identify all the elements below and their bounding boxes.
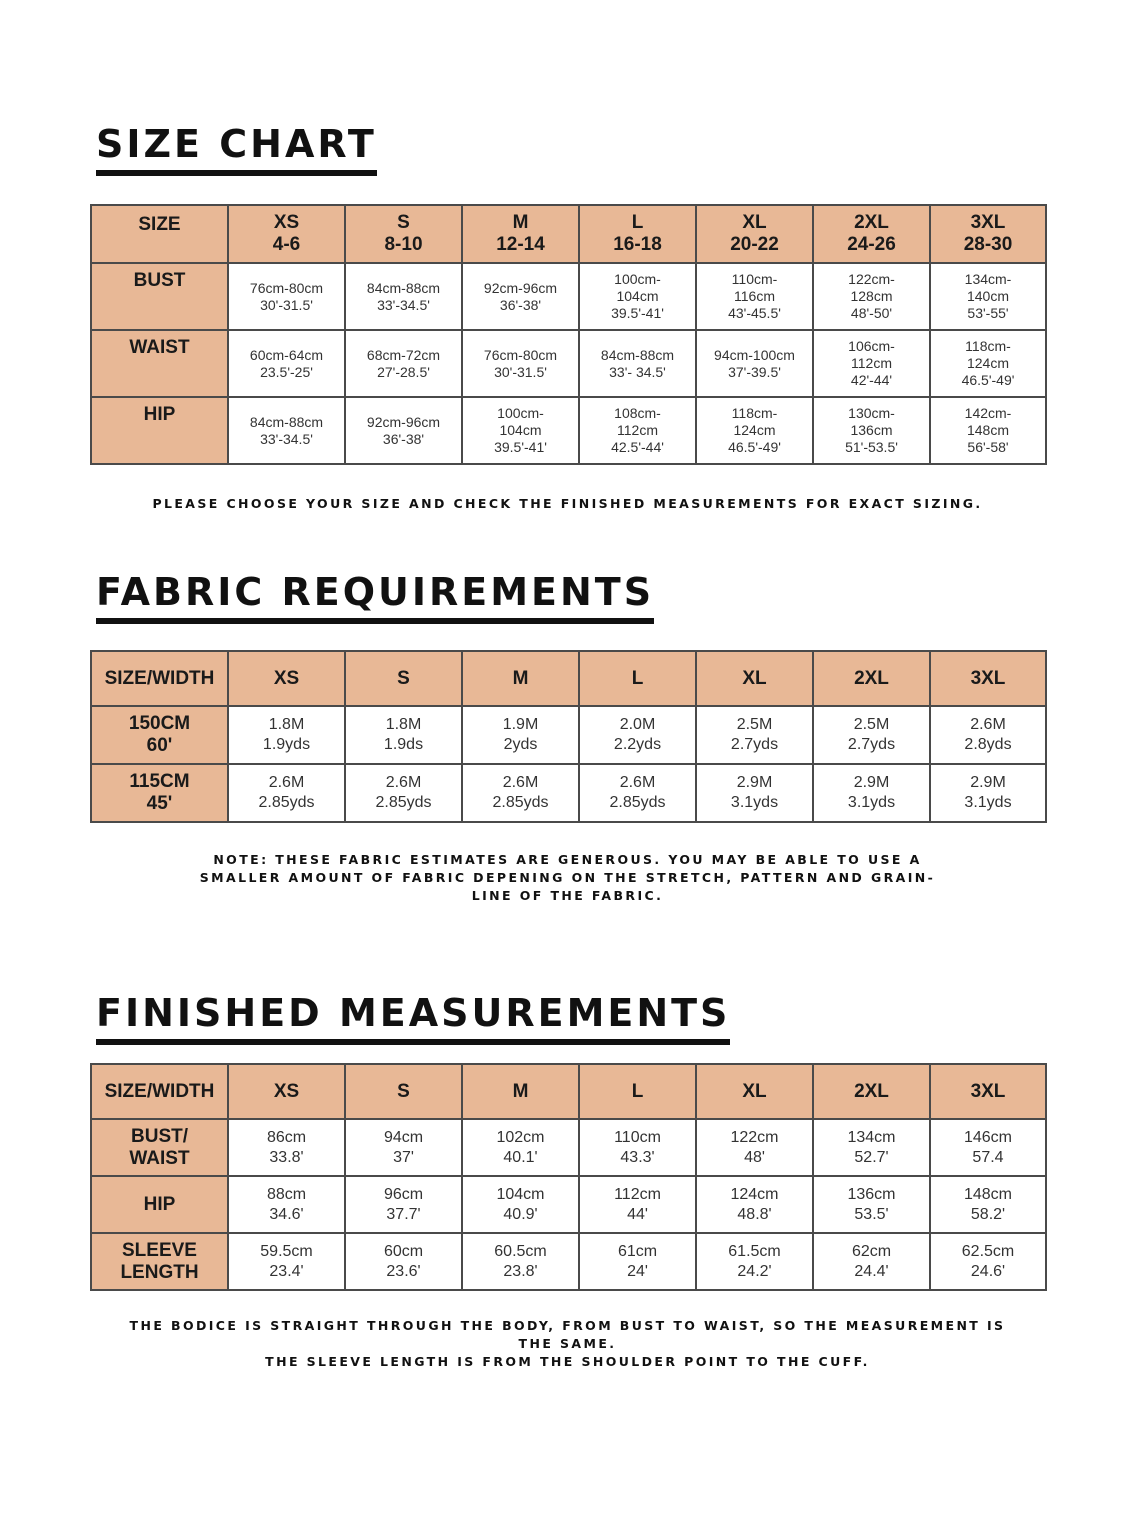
cell-line: 59.5cm [260,1242,313,1260]
cell-line: 2yds [503,736,538,753]
cell-line: 136cm [850,422,893,438]
cell-line: 58.2' [970,1205,1006,1223]
size-chart-table [90,204,1047,465]
size-range: 16-18 [613,234,662,255]
column-header: SIZE/WIDTH [91,1064,228,1119]
cell-line: 56'-58' [967,439,1009,455]
column-header [462,205,579,263]
row-label: BUST/ [131,1125,188,1147]
cell-line: 1.9yds [262,736,311,753]
cell-line: 44' [627,1205,648,1223]
row-label: WAIST [129,337,190,358]
cell-line: 2.7yds [847,736,896,753]
cell-line: 2.6M [970,716,1006,733]
column-header: XS [228,1064,345,1119]
cell-line: 2.0M [619,716,656,733]
column-header: L [579,651,696,706]
table-cell [462,764,579,822]
table-cell [813,706,930,764]
table-cell [696,1119,813,1176]
table-cell [345,1119,462,1176]
size-range: 8-10 [384,234,423,255]
cell-line: 104cm [496,1185,545,1203]
cell-line: 96cm [383,1185,424,1203]
size-name: SIZE [138,214,181,235]
cell-line: 112cm [617,422,658,438]
size-chart-note [90,495,1045,513]
table-cell [696,764,813,822]
table-cell [696,1233,813,1290]
cell-line: 86cm [266,1128,307,1146]
cell-line: 142cm- [964,405,1012,421]
cell-line: 51'-53.5' [845,439,898,455]
cell-line: 60.5cm [494,1242,547,1260]
table-cell [813,397,930,464]
size-name: XS [273,212,300,233]
cell-line: 2.5M [853,716,890,733]
table-cell [696,263,813,330]
cell-line: 122cm [730,1128,779,1146]
cell-line: 124cm [966,355,1010,371]
cell-line: 24.2' [737,1262,772,1280]
cell-line: 84cm-88cm [600,346,675,363]
table-cell [228,330,345,397]
cell-line: 76cm-80cm [249,279,324,296]
table-cell [345,706,462,764]
cell-line: 2.9M [736,774,773,791]
table-cell [579,263,696,330]
cell-line: 92cm-96cm [366,413,441,430]
cell-line: 46.5'-49' [728,439,781,455]
cell-line: 60cm-64cm [249,346,324,363]
cell-line: 40.9' [503,1205,538,1223]
table-cell [228,397,345,464]
cell-line: 110cm- [731,271,778,287]
table-row [91,1119,1046,1176]
cell-line: 2.5M [736,716,773,733]
table-cell [462,706,579,764]
row-header [91,1233,228,1290]
cell-line: 3.1yds [847,794,896,811]
cell-line: 94cm-100cm [714,346,795,363]
table-row [91,263,1046,330]
column-header [696,205,813,263]
table-cell [462,1176,579,1233]
cell-line: 118cm- [965,338,1011,354]
cell-line: 23.4' [269,1262,304,1280]
note-line: THE SLEEVE LENGTH IS FROM THE SHOULDER POINT TO THE CUFF. [265,1354,870,1369]
cell-line: 104cm [616,288,659,304]
cell-line: 52.7' [854,1148,889,1166]
cell-line: 134cm [847,1128,896,1146]
column-header: M [462,1064,579,1119]
finished-measurements-note [90,1317,1045,1371]
cell-line: 24.6' [970,1262,1006,1280]
table-cell [930,1176,1046,1233]
size-name: 2XL [854,212,889,233]
fabric-requirements-table [90,650,1047,823]
table-row [91,706,1046,764]
table-cell [228,1119,345,1176]
cell-line: 53.5' [854,1205,889,1223]
table-cell [930,1119,1046,1176]
size-range: 24-26 [847,234,896,255]
note-line: NOTE: THESE FABRIC ESTIMATES ARE GENEROUS. YOU MAY BE ABLE TO USE A [213,852,922,867]
size-name: S [397,212,410,233]
table-cell [930,330,1046,397]
table-cell [345,397,462,464]
cell-line: 104cm [499,422,542,438]
cell-line: 30'-31.5' [260,296,313,313]
table-row [91,1176,1046,1233]
cell-line: 1.9M [502,716,539,733]
row-label: HIP [143,404,176,425]
header-row [91,205,1046,263]
row-label: HIP [143,1193,176,1215]
table-cell [579,397,696,464]
table-row [91,397,1046,464]
cell-line: 130cm- [848,405,895,421]
table-cell [228,1176,345,1233]
table-cell [579,330,696,397]
cell-line: 33'-34.5' [377,296,430,313]
table-row [91,1233,1046,1290]
cell-line: 60cm [383,1242,424,1260]
cell-line: 2.2yds [613,736,662,753]
cell-line: 48' [744,1148,765,1166]
cell-line: 124cm [730,1185,779,1203]
cell-line: 76cm-80cm [483,346,558,363]
table-cell [462,263,579,330]
cell-line: 61.5cm [728,1242,781,1260]
row-label: 150CM [128,713,191,734]
cell-line: 2.9M [970,774,1006,791]
cell-line: 43'-45.5' [728,305,781,321]
column-header: 3XL [930,1064,1046,1119]
column-header: XL [696,651,813,706]
cell-line: 2.85yds [258,794,315,811]
column-header: L [579,1064,696,1119]
cell-line: 2.6M [619,774,656,791]
cell-line: 43.3' [620,1148,655,1166]
cell-line: 118cm- [731,405,778,421]
cell-line: 37' [393,1148,414,1166]
row-label: BUST [133,270,186,291]
cell-line: 112cm [851,355,892,371]
cell-line: 94cm [383,1128,424,1146]
cell-line: 148cm [963,1185,1013,1203]
size-range: 28-30 [963,234,1013,255]
column-header [930,205,1046,263]
column-header [813,205,930,263]
cell-line: 106cm- [848,338,895,354]
row-header [91,706,228,764]
cell-line: 24' [627,1262,648,1280]
cell-line: 1.9ds [383,736,424,753]
row-label: 45' [146,793,173,814]
cell-line: 2.6M [502,774,539,791]
cell-line: 68cm-72cm [366,346,441,363]
column-header [345,205,462,263]
fabric-requirements-title: FABRIC REQUIREMENTS [96,570,654,624]
table-cell [813,330,930,397]
row-header [91,764,228,822]
fabric-requirements-note [90,851,1045,905]
row-header [91,1176,228,1233]
cell-line: 124cm [733,422,776,438]
row-label: 115CM [129,771,190,792]
size-range: 20-22 [730,234,779,255]
cell-line: 134cm- [964,271,1012,287]
cell-line: 33.8' [269,1148,304,1166]
table-cell [930,706,1046,764]
header-row [91,1064,1046,1119]
cell-line: 2.6M [268,774,305,791]
column-header: S [345,651,462,706]
column-header: SIZE/WIDTH [91,651,228,706]
header-row [91,651,1046,706]
column-header: XL [696,1064,813,1119]
cell-line: 2.6M [385,774,422,791]
cell-line: 46.5'-49' [961,372,1015,388]
cell-line: 3.1yds [964,794,1012,811]
cell-line: 128cm [850,288,893,304]
size-name: XL [742,212,767,233]
cell-line: 136cm [847,1185,896,1203]
cell-line: 40.1' [503,1148,538,1166]
column-header [228,205,345,263]
table-cell [696,330,813,397]
cell-line: 116cm [734,288,775,304]
column-header [579,205,696,263]
cell-line: 146cm [963,1128,1013,1146]
table-cell [696,397,813,464]
cell-line: 84cm-88cm [249,413,324,430]
table-cell [345,330,462,397]
cell-line: 100cm- [614,271,661,287]
cell-line: 1.8M [268,716,305,733]
cell-line: 23.8' [503,1262,538,1280]
cell-line: 48.8' [737,1205,772,1223]
cell-line: 37.7' [386,1205,421,1223]
note-line: THE SAME. [518,1336,617,1351]
row-header [91,263,228,330]
size-range: 12-14 [496,234,545,255]
cell-line: 140cm [966,288,1010,304]
cell-line: 2.9M [853,774,890,791]
row-label: 60' [146,735,173,756]
cell-line: 53'-55' [967,305,1009,321]
cell-line: 30'-31.5' [494,363,547,380]
cell-line: 27'-28.5' [377,363,430,380]
table-cell [813,764,930,822]
cell-line: 36'-38' [382,430,425,447]
column-header [91,205,228,263]
table-cell [345,1176,462,1233]
row-label: LENGTH [120,1261,199,1283]
table-cell [345,263,462,330]
cell-line: 36'-38' [499,296,542,313]
cell-line: 37'-39.5' [728,363,781,380]
table-cell [579,1176,696,1233]
cell-line: 62.5cm [961,1242,1015,1260]
table-cell [228,263,345,330]
finished-measurements-table [90,1063,1047,1291]
table-row [91,764,1046,822]
cell-line: 23.6' [386,1262,421,1280]
table-cell [345,1233,462,1290]
size-chart-title: SIZE CHART [96,122,377,176]
cell-line: 42.5'-44' [611,439,664,455]
note-line: LINE OF THE FABRIC. [471,888,664,903]
table-cell [345,764,462,822]
table-cell [462,1119,579,1176]
cell-line: 48'-50' [850,305,893,321]
cell-line: 112cm [614,1185,661,1203]
note-line: PLEASE CHOOSE YOUR SIZE AND CHECK THE FINISHED MEASUREMENTS FOR EXACT SIZING. [152,496,983,511]
size-name: M [512,212,529,233]
cell-line: 2.8yds [964,736,1012,753]
cell-line: 39.5'-41' [611,305,664,321]
table-cell [462,1233,579,1290]
cell-line: 108cm- [614,405,661,421]
cell-line: 2.85yds [492,794,549,811]
size-name: L [631,212,644,233]
cell-line: 33'-34.5' [260,430,313,447]
table-cell [930,397,1046,464]
cell-line: 39.5'-41' [494,439,547,455]
column-header: M [462,651,579,706]
table-cell [930,764,1046,822]
row-header [91,1119,228,1176]
table-cell [579,1119,696,1176]
finished-measurements-title: FINISHED MEASUREMENTS [96,991,730,1045]
cell-line: 102cm [496,1128,545,1146]
table-cell [228,764,345,822]
note-line: SMALLER AMOUNT OF FABRIC DEPENING ON THE STRETCH, PATTERN AND GRAIN- [199,870,936,885]
cell-line: 3.1yds [730,794,779,811]
cell-line: 148cm [966,422,1010,438]
cell-line: 42'-44' [850,372,893,388]
table-cell [579,1233,696,1290]
cell-line: 34.6' [269,1205,304,1223]
cell-line: 122cm- [848,271,895,287]
column-header: 2XL [813,651,930,706]
size-range: 4-6 [272,234,301,255]
table-cell [462,330,579,397]
table-cell [228,1233,345,1290]
table-cell [813,1233,930,1290]
table-cell [813,1176,930,1233]
table-row [91,330,1046,397]
cell-line: 100cm- [497,405,544,421]
column-header: XS [228,651,345,706]
cell-line: 33'- 34.5' [609,363,666,380]
cell-line: 110cm [614,1128,661,1146]
table-cell [813,263,930,330]
cell-line: 84cm-88cm [366,279,441,296]
table-cell [579,706,696,764]
cell-line: 2.7yds [730,736,779,753]
column-header: 3XL [930,651,1046,706]
table-cell [696,1176,813,1233]
note-line: THE BODICE IS STRAIGHT THROUGH THE BODY, FROM BUST TO WAIST, SO THE MEASUREMENT IS [129,1318,1006,1333]
cell-line: 88cm [266,1185,307,1203]
cell-line: 61cm [617,1242,658,1260]
size-name: 3XL [970,212,1006,233]
table-cell [696,706,813,764]
table-cell [579,764,696,822]
column-header: 2XL [813,1064,930,1119]
cell-line: 1.8M [385,716,422,733]
cell-line: 2.85yds [609,794,666,811]
table-cell [930,263,1046,330]
table-cell [813,1119,930,1176]
cell-line: 92cm-96cm [483,279,558,296]
cell-line: 57.4 [972,1148,1004,1166]
cell-line: 2.85yds [375,794,432,811]
table-cell [930,1233,1046,1290]
row-label: SLEEVE [122,1239,197,1261]
cell-line: 23.5'-25' [260,363,313,380]
cell-line: 62cm [851,1242,892,1260]
table-cell [228,706,345,764]
cell-line: 24.4' [854,1262,889,1280]
column-header: S [345,1064,462,1119]
row-header [91,330,228,397]
table-cell [462,397,579,464]
row-header [91,397,228,464]
row-label: WAIST [129,1147,190,1169]
